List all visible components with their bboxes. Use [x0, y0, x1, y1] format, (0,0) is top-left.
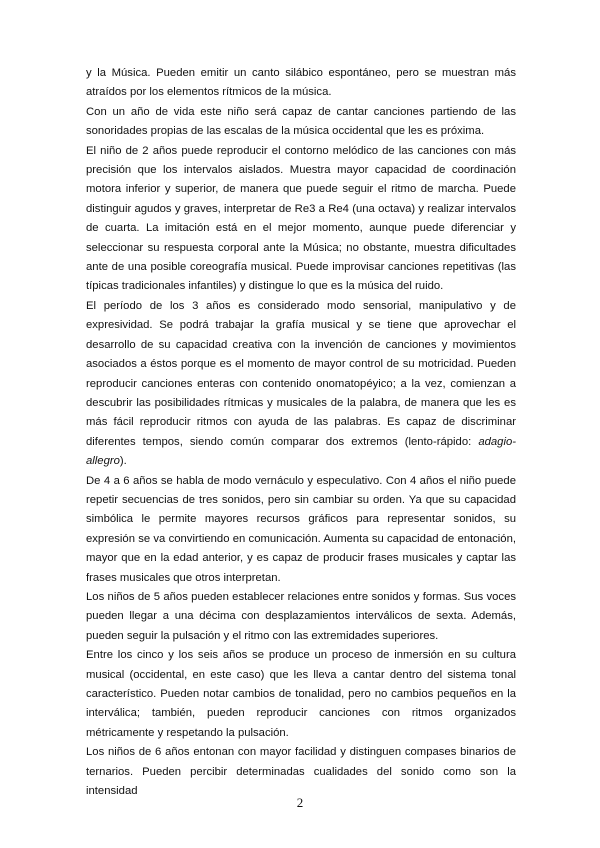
paragraph: [86, 743, 516, 801]
paragraph: [86, 64, 516, 103]
text-segment: Los niños de 6 años entonan con mayor facilidad y distinguen compases binarios de ternarios. Pueden percibir determinadas cualidades del sonido como son la intensidad: [86, 746, 516, 798]
paragraph: [86, 646, 516, 743]
text-segment: y la Música. Pueden emitir un canto silábico espontáneo, pero se muestran más atraídos por los elementos rítmicos de la música.: [86, 67, 516, 99]
italic-text-segment: adagio-allegro: [86, 435, 516, 468]
text-segment: De 4 a 6 años se habla de modo vernáculo y especulativo. Con 4 años el niño puede repetir secuencias de tres sonidos, pero sin cambiar su orden. Ya que su capacidad simbólica le permite mayores recursos gráficos para representar sonidos, su expresión se va convirtiendo en comunicación. Aumenta su capacidad de entonación, mayor que en la edad anterior, y es capaz de producir frases musicales y captar las frases musicales que otros interpretan.: [86, 474, 516, 584]
text-segment: Entre los cinco y los seis años se produce un proceso de inmersión en su cultura musical (occidental, en este caso) que les lleva a cantar dentro del sistema tonal característico. Pueden notar cambios de tonalidad, pero no cambios pequeños en la interválica; también, pueden reproducir canciones con ritmos organizados métricamente y respetando la pulsación.: [86, 649, 516, 739]
text-segment: Los niños de 5 años pueden establecer relaciones entre sonidos y formas. Sus voces pueden llegar a una décima con desplazamientos interválicos de sexta. Además, pueden seguir la pulsación y el ritmo con las extremidades superiores.: [86, 590, 516, 642]
paragraph: [86, 588, 516, 646]
text-segment: El período de los 3 años es considerado modo sensorial, manipulativo y de expresividad. Se podrá trabajar la grafía musical y se tiene que aprovechar el desarrollo de su capacidad creativa con la invención de canciones y movimientos asociados a éstos porque es el momento de mayor control de su motricidad. Pueden reproducir canciones enteras con contenido onomatopéyico; a la vez, comienzan a descubrir las posibilidades rítmicas y musicales de la palabra, de manera que les es más fácil reproducir ritmos con ayuda de las palabras. Es capaz de discriminar diferentes tempos, siendo común comparar dos extremos (lento-rápido:: [86, 299, 516, 448]
paragraph: [86, 142, 516, 297]
text-segment: ).: [119, 455, 127, 468]
page-number: 2: [296, 795, 304, 810]
text-segment: Con un año de vida este niño será capaz de cantar canciones partiendo de las sonoridades propias de las escalas de la música occidental que les es próxima.: [86, 105, 516, 138]
paragraph: [86, 472, 516, 588]
body-text: [86, 64, 516, 801]
paragraph: [86, 297, 516, 472]
paragraph: [86, 103, 516, 142]
text-segment: El niño de 2 años puede reproducir el contorno melódico de las canciones con más precisión que los intervalos aislados. Muestra mayor capacidad de coordinación motora inferior y superior, de manera que puede seguir el ritmo de marcha. Puede distinguir agudos y graves, interpretar de Re3 a Re4 (una octava) y realizar intervalos de cuarta. La imitación está en el mejor momento, aunque puede diferenciar y seleccionar su respuesta corporal ante la Música; no obstante, muestra dificultades ante de una posible coreografía musical. Puede improvisar canciones repetitivas (las típicas tradicionales infantiles) y distingue lo que es la música del ruido.: [86, 144, 516, 293]
